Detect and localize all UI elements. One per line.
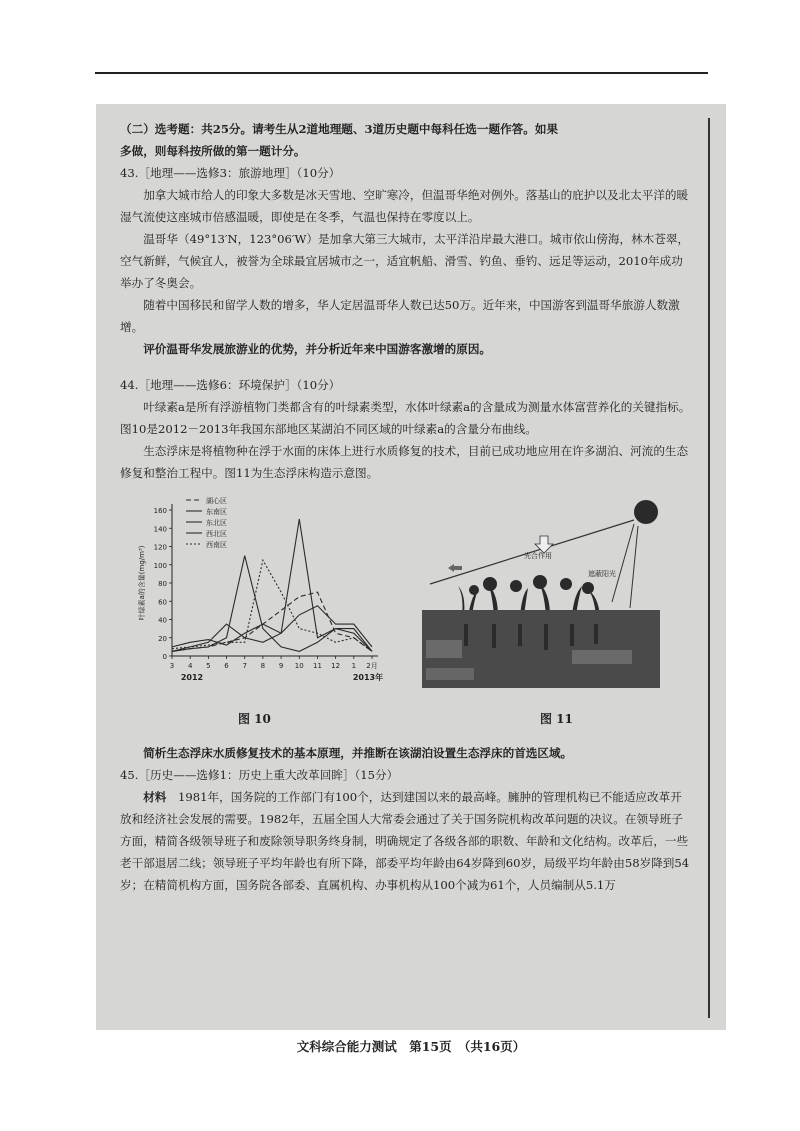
y-tick-label: 40 (158, 616, 167, 625)
legend-label: 东北区 (206, 519, 227, 527)
sunlight-ray-3 (630, 526, 638, 608)
page-edge (708, 118, 710, 1018)
q44-para-1: 叶绿素a是所有浮游植物门类都含有的叶绿素类型，水体叶绿素a的含量成为测量水体富营养化的关键指标。图10是2012－2013年我国东部地区某湖泊不同区域的叶绿素a的含量分布曲线。 (120, 400, 691, 436)
y-tick-label: 140 (153, 525, 167, 534)
series-line-1 (172, 592, 372, 651)
legend-label: 湖心区 (206, 497, 227, 505)
eco-floating-bed-diagram (412, 490, 668, 700)
label-photosynthesis: 光合作用 (524, 552, 552, 560)
page-footer: 文科综合能力测试 第15页 （共16页） (296, 1039, 526, 1054)
q44-heading: 44.［地理——选修6：环境保护］（10分） (120, 378, 341, 392)
legend-label: 东南区 (206, 508, 227, 516)
q43-question: 评价温哥华发展旅游业的优势，并分析近年来中国游客激增的原因。 (143, 342, 492, 356)
label-box-bottom (426, 668, 474, 680)
x-tick-label: 11 (312, 662, 322, 670)
label-block-sun: 遮蔽阳光 (588, 570, 616, 578)
section-intro-line1: （二）选考题：共25分。请考生从2道地理题、3道历史题中每科任选一题作答。如果 (120, 122, 559, 136)
q45-material (120, 786, 692, 896)
x-year-label: 2012 (180, 673, 204, 682)
q44-question: 简析生态浮床水质修复技术的基本原理，并推断在该湖泊设置生态浮床的首选区域。 (143, 746, 573, 760)
label-box-right (572, 650, 632, 664)
y-axis-label: 叶绿素a的含量(mg/m³) (138, 545, 146, 621)
y-tick-label: 160 (153, 507, 167, 515)
x-tick-label: 4 (187, 662, 193, 670)
x-tick-label: 2月 (366, 662, 378, 670)
x-tick-label: 8 (260, 662, 266, 670)
q43-para-2: 温哥华（49°13′N，123°06′W）是加拿大第三大城市，太平洋沿岸最大港口。城市依山傍海，林木苍翠，空气新鲜，气候宜人，被誉为全球最宜居城市之一，适宜帆船、滑雪、钓鱼、垂钓、远足等运动，2010年成功举办了冬奥会。 (120, 232, 690, 290)
material-text: 1981年，国务院的工作部门有100个，达到建国以来的最高峰。臃肿的管理机构已不能适应改革开放和经济社会发展的需要。1982年，五届全国人大常委会通过了关于国务院机构改革问题的决议。在领导班子方面，精简各级领导班子和废除领导职务终身制，明确规定了各级各部的职数、年龄和文化结构。改革后，一些老干部退居二线；领导班子平均年龄也有所下降，部委平均年龄由64岁降到60岁，局级平均年龄由58岁降到54岁；在精简机构方面，国务院各部委、直属机构、办事机构从100个减为61个，人员编制从5.1万 (120, 790, 690, 892)
x-tick-label: 6 (224, 662, 229, 670)
arrow-icon (448, 564, 462, 572)
x-tick-label: 7 (242, 662, 247, 670)
q45-heading: 45.［历史——选修1：历史上重大改革回眸］（15分） (120, 768, 399, 782)
x-tick-label: 10 (294, 662, 304, 670)
x-tick-label: 9 (278, 662, 284, 670)
q43-heading: 43.［地理——选修3：旅游地理］（10分） (120, 166, 341, 180)
q43-para-1: 加拿大城市给人的印象大多数是冰天雪地、空旷寒冷，但温哥华绝对例外。落基山的庇护以及北太平洋的暖湿气流使这座城市倍感温暖，即使是在冬季，气温也保持在零度以上。 (120, 188, 689, 224)
legend-label: 西北区 (206, 530, 227, 538)
sunlight-ray-2 (612, 524, 634, 602)
chlorophyll-chart (132, 490, 392, 700)
y-tick-label: 0 (162, 653, 167, 661)
x-tick-label: 1 (351, 662, 357, 670)
y-tick-label: 120 (153, 543, 167, 552)
x-tick-label: 5 (206, 662, 211, 670)
fig11-caption: 图 11 (540, 712, 573, 726)
document-body (120, 118, 692, 896)
y-tick-label: 60 (158, 598, 167, 607)
y-tick-label: 80 (158, 580, 167, 588)
q43-para-3: 随着中国移民和留学人数的增多，华人定居温哥华人数已达50万。近年来，中国游客到温哥华旅游人数激增。 (120, 298, 680, 334)
series-line-4 (172, 556, 372, 652)
figures-row (120, 490, 692, 742)
x-tick-label: 3 (169, 662, 175, 670)
plants (458, 575, 600, 616)
legend-label: 西南区 (206, 541, 227, 549)
label-box-left (426, 640, 462, 658)
x-tick-label: 12 (331, 662, 341, 670)
q44-para-2: 生态浮床是将植物种在浮于水面的床体上进行水质修复的技术，目前已成功地应用在许多湖泊、河流的生态修复和整治工程中。图11为生态浮床构造示意图。 (120, 444, 689, 480)
series-line-2 (172, 519, 372, 651)
x-year-label: 2013年 (352, 673, 384, 682)
material-label: 材料 (143, 790, 167, 804)
sun-icon (634, 500, 658, 524)
fig10-caption: 图 10 (238, 712, 271, 726)
y-tick-label: 100 (153, 561, 167, 570)
top-rule (95, 72, 708, 74)
section-intro-line2: 多做，则每科按所做的第一题计分。 (120, 144, 306, 158)
y-tick-label: 20 (158, 634, 167, 643)
